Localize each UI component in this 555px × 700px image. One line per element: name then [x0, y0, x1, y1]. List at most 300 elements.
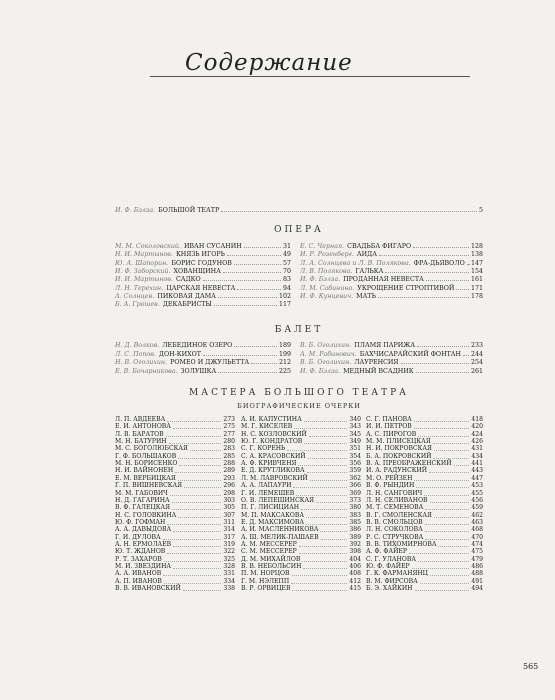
bio-page: 288 [223, 460, 235, 468]
bio-page: 296 [223, 482, 235, 490]
bio-entry [115, 445, 235, 452]
bio-entry [115, 482, 235, 489]
entry-author: Е. В. Бочарникова. [115, 367, 178, 375]
leader-dots [299, 541, 348, 547]
bio-page: 424 [471, 430, 483, 438]
bio-entry [241, 504, 361, 511]
bio-name: Е. М. ВЕРБИЦКАЯ [115, 474, 176, 482]
bio-entry [241, 534, 361, 541]
bio-name: Г. П. ВИШНЕВСКАЯ [115, 482, 182, 490]
leader-dots [430, 497, 470, 503]
leader-dots [223, 267, 281, 273]
leader-dots [433, 453, 469, 459]
bio-entry [241, 512, 361, 519]
bio-page: 319 [223, 540, 235, 548]
bio-page: 314 [223, 526, 235, 534]
leader-dots [237, 284, 281, 290]
entry-title: ПЛАМЯ ПАРИЖА [354, 342, 416, 349]
bio-entry [241, 490, 361, 497]
bio-name: Л. Н. САНГОВИЧ [366, 489, 423, 497]
bio-page: 280 [223, 438, 235, 446]
entry-page: 212 [278, 359, 291, 367]
bio-page: 369 [349, 489, 361, 497]
leader-dots [454, 460, 470, 466]
leader-dots [301, 504, 347, 510]
entry-author: Л. С. Попов. [115, 350, 156, 358]
bio-name: М. О. РЕЙЗЕН [366, 474, 413, 482]
bio-page: 392 [349, 540, 361, 548]
leader-dots [179, 460, 221, 466]
leader-dots [414, 475, 469, 481]
entry-page: 102 [278, 292, 291, 300]
bio-name: В. М. ФИРСОВА [366, 577, 418, 585]
leader-dots [307, 467, 348, 473]
intro-title: БОЛЬШОЙ ТЕАТР [158, 207, 220, 214]
bio-name: В. Ф. ГАЛЕЦКАЯ [115, 504, 171, 512]
leader-dots [287, 445, 347, 451]
entry-title: ПРОДАННАЯ НЕВЕСТА [343, 276, 424, 284]
bio-name: М. П. МАКСАКОВА [241, 511, 304, 519]
bio-name: Н. Д. ГАГАРИНА [115, 496, 170, 504]
entry-page: 147 [470, 259, 483, 267]
bio-name: Е. Д. КРУТЛИКОВА [241, 467, 305, 475]
bio-entry [366, 438, 483, 445]
bio-page: 331 [223, 570, 235, 578]
toc-entry [300, 267, 483, 275]
bio-entry [115, 556, 235, 563]
bio-name: В. А. ПРЕОБРАЖЕНСКИЙ [366, 460, 452, 468]
bio-entry [115, 519, 235, 526]
bio-entry [241, 482, 361, 489]
bio-name: Г. И. ЛЕМЕШЕВ [241, 489, 295, 497]
entry-title: ГАЛЬКА [355, 267, 384, 275]
bio-name: Н. С. КОЗЛОВСКИЙ [241, 430, 307, 438]
masters-heading: МАСТЕРА БОЛЬШОГО ТЕАТРА [189, 388, 409, 398]
leader-dots [175, 467, 221, 473]
bio-page: 322 [223, 548, 235, 556]
bio-page: 415 [349, 585, 361, 593]
leader-dots [190, 445, 221, 451]
bio-name: В. В. ТИХОМИРНОВА [366, 540, 437, 548]
entry-page: 244 [470, 350, 483, 358]
bio-name: Г. Ф. БОЛЬШАКОВ [115, 452, 177, 460]
bio-page: 343 [349, 423, 361, 431]
entry-page: 128 [470, 243, 483, 250]
entry-page: 171 [470, 284, 483, 292]
entry-page: 261 [470, 367, 483, 375]
leader-dots [183, 585, 221, 591]
bio-page: 307 [223, 511, 235, 519]
leader-dots [416, 482, 469, 488]
bio-entry [115, 416, 235, 423]
bio-name: Л. В. БАРАТОВ [115, 430, 164, 438]
leader-dots [385, 267, 469, 273]
bio-page: 362 [349, 474, 361, 482]
leader-dots [170, 490, 222, 496]
toc-entry [115, 341, 291, 349]
bio-name: А. И. МАСЛЕННИКОВА [241, 526, 319, 534]
bio-page: 275 [223, 423, 235, 431]
bio-entry [241, 497, 361, 504]
entry-title: ЛАУРЕНСИЯ [354, 359, 399, 367]
bio-entry [115, 497, 235, 504]
bio-page: 277 [223, 430, 235, 438]
leader-dots [291, 578, 347, 584]
leader-dots [218, 367, 277, 373]
bio-entry [115, 585, 235, 592]
bio-entry [115, 534, 235, 541]
leader-dots [434, 512, 469, 518]
leader-dots [425, 519, 470, 525]
bio-page: 293 [223, 474, 235, 482]
leader-dots [299, 548, 348, 554]
leader-dots [163, 534, 222, 540]
toc-entry [115, 284, 291, 292]
entry-author: И. Ф. Бэлза. [300, 276, 341, 284]
bio-entry [366, 519, 483, 526]
bio-page: 470 [471, 533, 483, 541]
leader-dots [417, 341, 469, 347]
entry-title: БОРИС ГОДУНОВ [171, 259, 232, 267]
bio-entry [115, 475, 235, 482]
bio-page: 431 [471, 445, 483, 453]
bio-name: А. Ш. МЕЛИК-ПАШАЕВ [241, 533, 319, 541]
bio-entry [366, 431, 483, 438]
bio-name: В. Г. СМОЛЕНСКАЯ [366, 511, 432, 519]
bio-page: 443 [471, 467, 483, 475]
toc-entry [300, 284, 483, 292]
leader-dots [251, 358, 277, 364]
bio-page: 334 [223, 577, 235, 585]
intro-author: И. Ф. Бэлза. [115, 207, 156, 214]
leader-dots [164, 556, 222, 562]
bio-entry [241, 460, 361, 467]
leader-dots [414, 416, 470, 422]
leader-dots [167, 519, 221, 525]
leader-dots [413, 242, 469, 248]
toc-entry [115, 358, 291, 366]
bio-name: М. Н. БОРИСЕНКО [115, 460, 178, 468]
bio-name: С. Г. КОРЕНЬ [241, 445, 286, 453]
leader-dots [321, 534, 348, 540]
leader-dots [429, 467, 469, 473]
bio-page: 488 [471, 570, 483, 578]
leader-dots [320, 526, 347, 532]
bio-entry [366, 475, 483, 482]
bio-entry [241, 526, 361, 533]
entry-author: И. Ф. Кунцевич. [300, 292, 354, 300]
entry-page: 233 [470, 342, 483, 349]
opera-heading: ОПЕРА [274, 225, 324, 235]
entry-title: ДЕКАБРИСТЫ [162, 301, 212, 309]
leader-dots [292, 585, 347, 591]
toc-entry [300, 242, 483, 250]
bio-name: В. В. ИВАНОВСКИЙ [115, 585, 181, 593]
leader-dots [401, 358, 469, 364]
bio-entry [115, 570, 235, 577]
bio-page: 354 [349, 452, 361, 460]
entry-page: 138 [470, 251, 483, 259]
bio-page: 383 [349, 511, 361, 519]
entry-title: ЛЕБЕДИНОЕ ОЗЕРО [162, 342, 233, 349]
bio-name: Е. И. АНТОНОВА [115, 423, 171, 431]
bio-page: 385 [349, 518, 361, 526]
entry-title: УКРОЩЕНИЕ СТРОПТИВОЙ [357, 284, 455, 292]
bio-entry [241, 541, 361, 548]
entry-title: РОМЕО И ДЖУЛЬЕТТА [170, 359, 250, 367]
bio-page: 351 [349, 445, 361, 453]
leader-dots [169, 438, 222, 444]
bio-entry [366, 534, 483, 541]
bio-name: М. М. ГАБОВИЧ [115, 489, 168, 497]
bio-entry [241, 548, 361, 555]
bio-name: Л. М. ЛАВРОВСКИЙ [241, 474, 308, 482]
toc-entry [115, 300, 291, 308]
bio-page: 426 [471, 438, 483, 446]
bio-page: 468 [471, 526, 483, 534]
bio-name: А. И. КАПУСТИНА [241, 416, 302, 423]
bio-page: 494 [471, 585, 483, 593]
bio-name: Г. И. ДУЛОВА [115, 533, 161, 541]
toc-entry [115, 275, 291, 283]
leader-dots [424, 490, 469, 496]
leader-dots [425, 504, 469, 510]
leader-dots [173, 541, 221, 547]
entry-page: 83 [282, 276, 291, 284]
bio-page: 479 [471, 555, 483, 563]
bio-name: Б. А. ПОКРОВСКИЙ [366, 452, 432, 460]
entry-title: ЗОЛУШКА [180, 367, 217, 375]
entry-title: МЕДНЫЙ ВСАДНИК [343, 367, 414, 375]
toc-entry [300, 341, 483, 349]
bio-page: 305 [223, 504, 235, 512]
bio-name: Б. Э. ХАЙКИН [366, 585, 413, 593]
leader-dots [425, 526, 470, 532]
bio-page: 398 [349, 548, 361, 556]
leader-dots [467, 259, 469, 265]
entry-author: Н. Д. Волков. [115, 342, 160, 349]
bio-name: Л. Н. СЕЛИВАНОВ [366, 496, 428, 504]
bio-page: 441 [471, 460, 483, 468]
bio-entry [115, 423, 235, 430]
entry-page: 161 [470, 276, 483, 284]
bio-page: 463 [471, 518, 483, 526]
bio-entry [241, 475, 361, 482]
entry-page: 199 [278, 350, 291, 358]
bio-page: 325 [223, 555, 235, 563]
bio-name: М. Н. БАТУРИН [115, 438, 167, 446]
leader-dots [234, 259, 281, 265]
bio-entry [366, 512, 483, 519]
toc-entry [115, 259, 291, 267]
entry-title: БАХЧИСАРАЙСКИЙ ФОНТАН [359, 350, 462, 358]
leader-dots [416, 367, 469, 373]
leader-dots [434, 445, 469, 451]
entry-author: Н. И. Мартынов. [115, 251, 173, 259]
bio-name: Ю. Т. ЖДАНОВ [115, 548, 166, 556]
entry-title: МАТЬ [356, 292, 376, 300]
bio-name: П. М. НОРЦОВ [241, 570, 290, 578]
bio-entry [115, 578, 235, 585]
intro-page: 5 [478, 207, 483, 214]
bio-entry [241, 563, 361, 570]
bio-page: 434 [471, 452, 483, 460]
leader-dots [227, 250, 281, 256]
entry-page: 70 [282, 267, 291, 275]
leader-dots [303, 563, 347, 569]
leader-dots [310, 475, 348, 481]
entry-page: 154 [470, 267, 483, 275]
bio-page: 356 [349, 460, 361, 468]
bio-entry [115, 512, 235, 519]
leader-dots [178, 512, 221, 518]
bio-name: Г. К. ФАРМАНЯНЦ [366, 570, 428, 578]
bio-name: Н. И. ВАЙНОНЕН [115, 467, 174, 475]
entry-author: И. Ф. Заборский. [115, 267, 171, 275]
bio-name: Ю. Ф. ФАЙЕР [366, 563, 410, 570]
bio-entry [366, 453, 483, 460]
bio-page: 359 [349, 467, 361, 475]
toc-entry [115, 367, 291, 375]
bio-entry [366, 482, 483, 489]
bio-entry [115, 467, 235, 474]
bio-page: 412 [349, 577, 361, 585]
toc-entry [300, 259, 483, 267]
entry-author: В. Б. Оголихин. [300, 359, 352, 367]
bio-entry [241, 423, 361, 430]
leader-dots [166, 431, 222, 437]
bio-page: 406 [349, 563, 361, 570]
entry-title: ИВАН СУСАНИН [183, 243, 242, 250]
bio-name: Н. И. ПОКРОВСКАЯ [366, 445, 432, 453]
bio-name: М. Т. СЕМЕНОВА [366, 504, 424, 512]
bio-entry [366, 497, 483, 504]
leader-dots [178, 475, 222, 481]
entry-title: СВАДЬБА ФИГАРО [347, 243, 412, 250]
bio-page: 303 [223, 496, 235, 504]
bio-page: 373 [349, 496, 361, 504]
leader-dots [218, 292, 277, 298]
leader-dots [296, 490, 347, 496]
leader-dots [298, 460, 347, 466]
leader-dots [234, 341, 277, 347]
toc-entry [300, 358, 483, 366]
bio-name: А. М. МЕССЕРЕР [241, 540, 297, 548]
page-title: Содержание [185, 50, 353, 76]
bio-entry [366, 445, 483, 452]
leader-dots [173, 563, 221, 569]
bio-page: 408 [349, 570, 361, 578]
toc-entry [115, 267, 291, 275]
bio-entry [115, 490, 235, 497]
leader-dots [184, 482, 221, 488]
leader-dots [420, 578, 470, 584]
entry-title: ЦАРСКАЯ НЕВЕСТА [166, 284, 236, 292]
toc-entry [115, 350, 291, 358]
entry-page: 31 [282, 243, 291, 250]
leader-dots [414, 423, 470, 429]
bio-name: А. Ф. ФАЙЕР [366, 548, 407, 556]
bio-entry [366, 570, 483, 577]
leader-dots [293, 482, 347, 488]
leader-dots [203, 275, 281, 281]
bio-entry [115, 541, 235, 548]
entry-author: А. Солнцев. [115, 292, 155, 300]
entry-page: 49 [282, 251, 291, 259]
bio-name: А. Н. ЕРМОЛАЕВ [115, 540, 172, 548]
bio-name: Г. М. НЭЛЕПП [241, 577, 290, 585]
leader-dots [415, 585, 470, 591]
bio-name: А. С. ПИРОГОВ [366, 430, 417, 438]
entry-title: ДОН-КИХОТ [158, 350, 201, 358]
leader-dots [438, 541, 469, 547]
entry-author: Л. Н. Терехин. [115, 284, 164, 292]
leader-dots [409, 548, 469, 554]
bio-page: 389 [349, 533, 361, 541]
bio-name: Ю. Г. КОНДРАТОВ [241, 438, 303, 446]
bio-name: Р. С. СТРУЧКОВА [366, 533, 424, 541]
bio-name: Ю. Ф. ГОФМАН [115, 518, 166, 526]
title-rule [150, 76, 470, 77]
bio-entry [366, 548, 483, 555]
bio-page: 311 [223, 518, 235, 526]
bio-name: А. А. ЛАПАУРИ [241, 482, 292, 490]
bio-name: С. М. МЕССЕРЕР [241, 548, 297, 556]
bio-page: 486 [471, 563, 483, 570]
intro-entry [115, 206, 483, 214]
leader-dots [425, 534, 469, 540]
bio-name: С. А. КРАСОВСКИЙ [241, 452, 306, 460]
bio-page: 338 [223, 585, 235, 593]
bio-entry [115, 504, 235, 511]
bio-entry [366, 578, 483, 585]
entry-author: И. Р. Розенберг. [300, 251, 354, 259]
bio-page: 462 [471, 511, 483, 519]
bio-name: А. Ф. КРИВЧЕНЯ [241, 460, 297, 468]
bio-page: 459 [471, 504, 483, 512]
leader-dots [167, 548, 221, 554]
entry-page: 225 [278, 367, 291, 375]
leader-dots [412, 563, 470, 569]
leader-dots [167, 416, 221, 422]
bio-page: 447 [471, 474, 483, 482]
entry-author: Е. С. Черная. [300, 243, 345, 250]
leader-dots [304, 416, 348, 422]
masters-subheading: БИОГРАФИЧЕСКИЕ ОЧЕРКИ [237, 402, 361, 410]
bio-name: М. С. БОГОЛЮБСКАЯ [115, 445, 188, 453]
bio-entry [115, 563, 235, 570]
bio-entry [366, 585, 483, 592]
bio-page: 386 [349, 526, 361, 534]
bio-name: Н. С. ГОЛОВКИНА [115, 511, 177, 519]
leader-dots [172, 504, 221, 510]
bio-entry [366, 504, 483, 511]
leader-dots [456, 284, 469, 290]
bio-name: В. Р. ОРВИЦЕВ [241, 585, 291, 593]
bio-name: М. И. ЗВЕЗДИНА [115, 563, 172, 570]
bio-name: П. Г. ЛИСИЦИАН [241, 504, 300, 512]
bio-entry [241, 438, 361, 445]
entry-title: АИДА [356, 251, 378, 259]
bio-entry [366, 563, 483, 570]
bio-entry [115, 431, 235, 438]
entry-author: В. Б. Оголихин. [300, 342, 352, 349]
bio-name: Л. Н. СОКОЛОВА [366, 526, 423, 534]
toc-entry [300, 350, 483, 358]
leader-dots [172, 497, 222, 503]
bio-page: 298 [223, 489, 235, 497]
bio-page: 418 [471, 416, 483, 423]
